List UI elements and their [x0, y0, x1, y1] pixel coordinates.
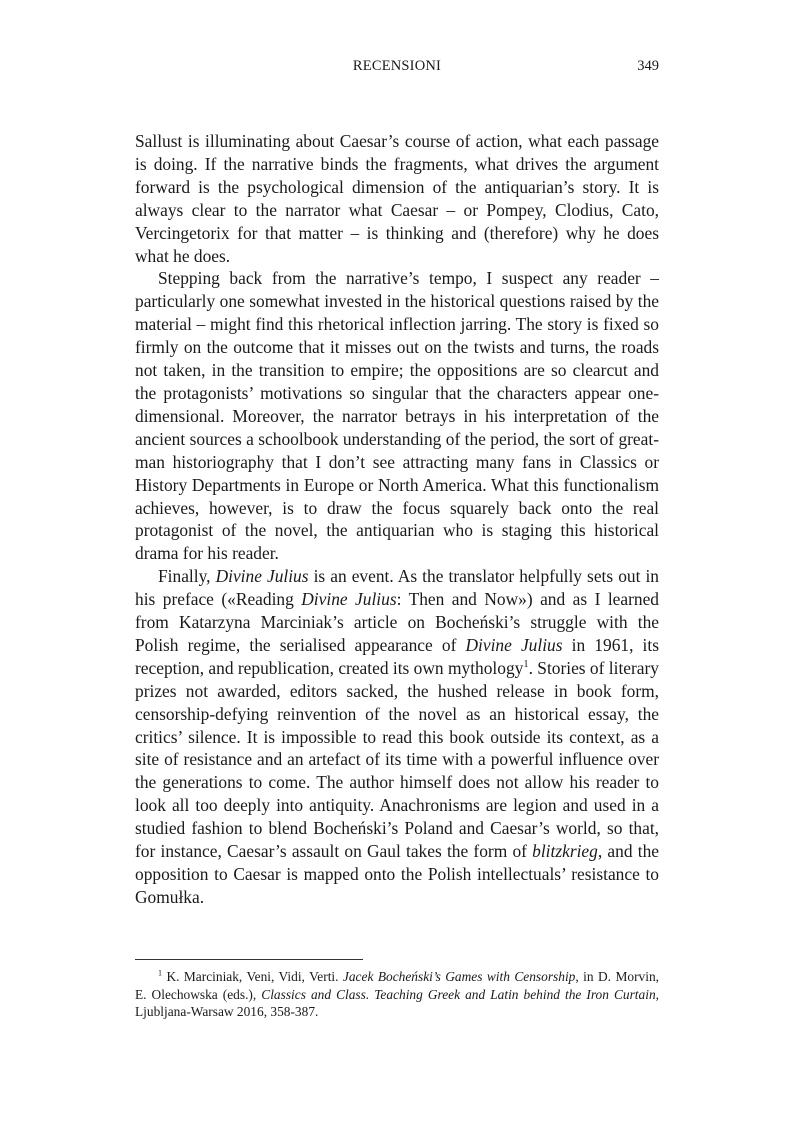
- paragraph: Stepping back from the narrative’s tempo, I suspect any reader – particularly one somewhat invested in the historical questions raised by the material – might find this rhetorical inflection jarring. The story is fixed so firmly on the outcome that it misses out on the twists and turns, the roads not taken, in the transition to empire; the oppositions are so clearcut and the protagonists’ motivations so singular that the characters appear one-dimensional. Moreover, the narrator betrays in his interpretation of the ancient sources a schoolbook understanding of the period, the sort of great-man historiography that I don’t see attracting many fans in Classics or History Departments in Europe or North America. What this functionalism achieves, however, is to draw the focus squarely back onto the real protagonist of the novel, the antiquarian who is staging this historical drama for his reader.: [135, 268, 659, 564]
- running-title: RECENSIONI: [352, 58, 442, 74]
- body-text: [135, 130, 659, 909]
- footnote-ref[interactable]: 1: [523, 659, 529, 671]
- footnote-separator: [135, 959, 363, 960]
- paragraph: Finally, Divine Julius is an event. As the translator helpfully sets out in his preface («Reading Divine Julius: Then and Now») and as I learned from Katarzyna Marciniak’s article on Bocheński’s struggle with the Polish regime, the serialised appearance of Divine Julius in 1961, its reception, and republication, created its own mythology$^1$. Stories of literary prizes not awarded, editors sacked, the hushed release in book form, censorship-defying reinvention of the novel as an historical essay, the critics’ silence. It is impossible to read this book outside its context, as a site of resistance and an artefact of its time with a powerful influence over the generations to come. The author himself does not allow his reader to look all too deeply into antiquity. Anachronisms are legion and used in a studied fashion to blend Bocheński’s Poland and Caesar’s world, so that, for instance, Caesar’s assault on Gaul takes the form of blitzkrieg, and the opposition to Caesar is mapped onto the Polish intellectuals’ resistance to Gomułka.: [135, 566, 660, 907]
- footnote-number: 1: [158, 968, 163, 978]
- italic-text: Divine Julius: [465, 634, 563, 655]
- italic-text: Classics and Class. Teaching Greek and Latin behind the Iron Curtain: [261, 986, 656, 1002]
- footnote: $^1$ K. Marciniak, Veni, Vidi, Verti. Jacek Bocheński’s Games with Censorship, in D. Morvin, E. Olechowska (eds.), Classics and Class. Teaching Greek and Latin behind the Iron Curtain, Ljubljana-Warsaw 2016, 358-387.: [135, 968, 660, 1019]
- footnotes: [135, 968, 659, 1021]
- italic-text: blitzkrieg: [532, 841, 598, 862]
- running-header: [135, 58, 659, 78]
- italic-text: Divine Julius: [215, 566, 309, 587]
- page-number: 349: [637, 58, 659, 74]
- italic-text: Jacek Bocheński’s Games with Censorship: [342, 969, 576, 984]
- paragraph: Sallust is illuminating about Caesar’s course of action, what each passage is doing. If the narrative binds the fragments, what drives the argument forward is the psychological dimension of the antiquarian’s story. It is always clear to the narrator what Caesar – or Pompey, Clodius, Cato, Vercingetorix for that matter – is thinking and (therefore) why he does what he does.: [135, 131, 659, 266]
- italic-text: Divine Julius: [301, 589, 397, 610]
